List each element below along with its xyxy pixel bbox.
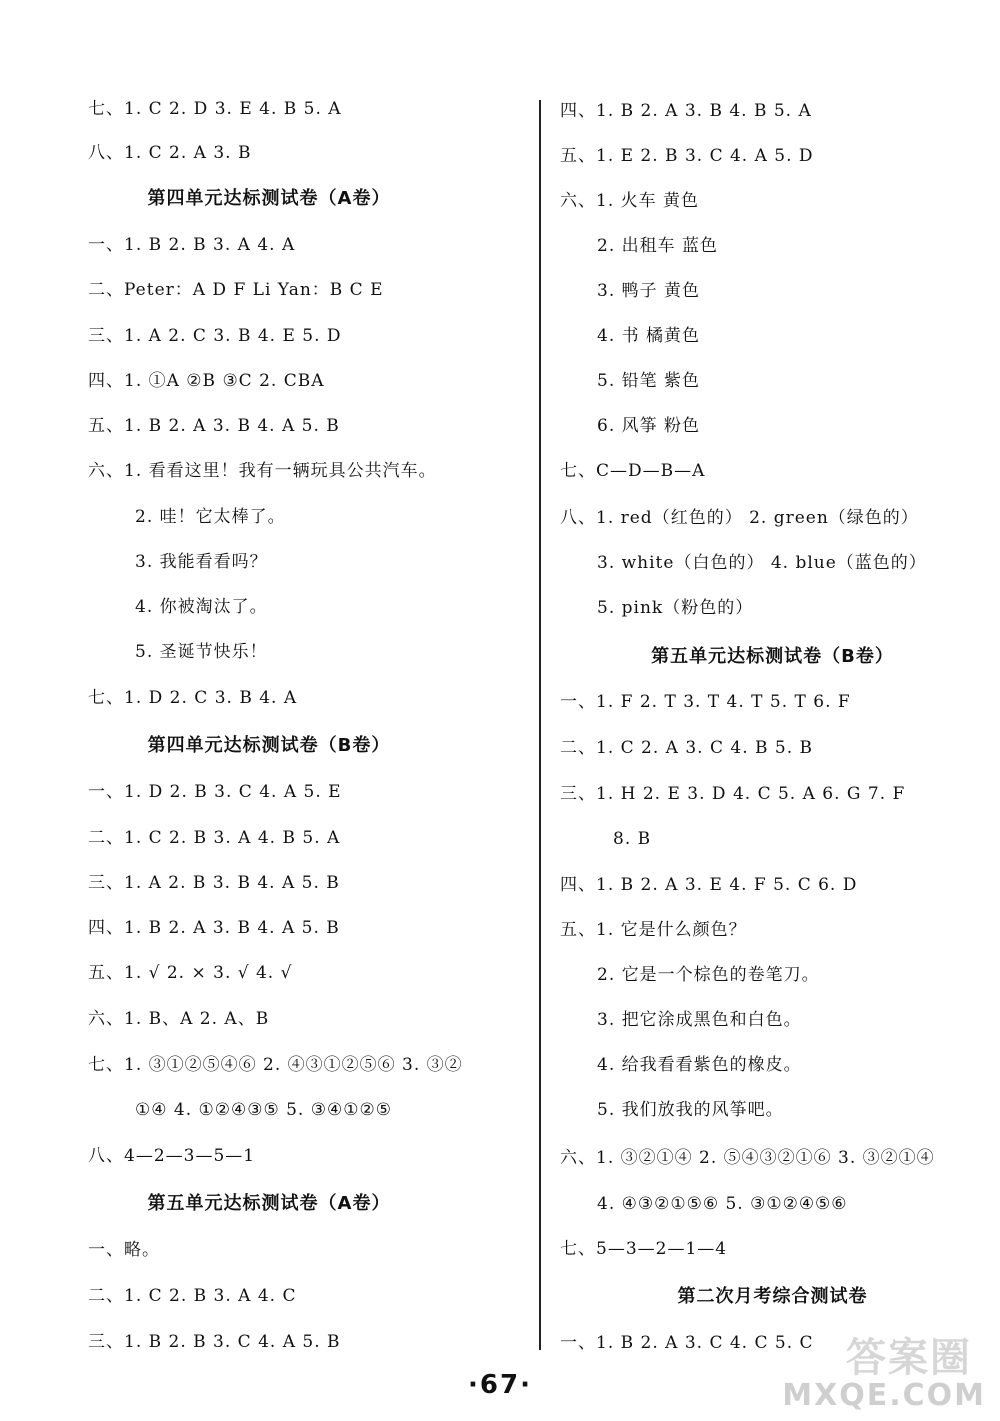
answer-line: 七、5—3—2—1—4 bbox=[560, 1239, 728, 1259]
answer-line: 六、1. B、A 2. A、B bbox=[88, 1009, 270, 1029]
answer-line: 八、1. C 2. A 3. B bbox=[88, 143, 252, 163]
answer-line: 一、1. B 2. B 3. A 4. A bbox=[88, 235, 296, 255]
answer-line: 4. 书 橘黄色 bbox=[597, 326, 701, 346]
answer-line: 5. 铅笔 紫色 bbox=[597, 371, 701, 391]
answer-line: 八、4—2—3—5—1 bbox=[88, 1146, 256, 1166]
section-heading: 第四单元达标测试卷（A卷） bbox=[147, 188, 391, 209]
answer-line: 五、1. E 2. B 3. C 4. A 5. D bbox=[560, 146, 814, 166]
column-divider bbox=[539, 100, 541, 1350]
answer-line: 三、1. A 2. C 3. B 4. E 5. D bbox=[88, 326, 342, 346]
answer-line: 2. 出租车 蓝色 bbox=[597, 236, 719, 256]
answer-line: 2. 它是一个棕色的卷笔刀。 bbox=[597, 965, 820, 985]
answer-line: 3. 把它涂成黑色和白色。 bbox=[597, 1010, 802, 1030]
answer-line: 一、1. B 2. A 3. C 4. C 5. C bbox=[560, 1333, 814, 1353]
answer-line: 二、1. C 2. B 3. A 4. C bbox=[88, 1286, 297, 1306]
answer-line: 五、1. 它是什么颜色？ bbox=[560, 920, 747, 940]
answer-line: 三、1. A 2. B 3. B 4. A 5. B bbox=[88, 873, 340, 893]
answer-line: 七、1. D 2. C 3. B 4. A bbox=[88, 688, 298, 708]
answer-line: 二、Peter：A D F Li Yan：B C E bbox=[88, 280, 384, 300]
answer-line: 2. 哇！它太棒了。 bbox=[135, 507, 286, 527]
answer-line: 3. white（白色的） 4. blue（蓝色的） bbox=[597, 553, 927, 573]
section-heading: 第五单元达标测试卷（A卷） bbox=[147, 1193, 391, 1214]
answer-line: 二、1. C 2. B 3. A 4. B 5. A bbox=[88, 828, 341, 848]
page-number: ·67· bbox=[468, 1370, 532, 1400]
answer-line: 六、1. 看看这里！我有一辆玩具公共汽车。 bbox=[88, 461, 437, 481]
answer-line: 五、1. B 2. A 3. B 4. A 5. B bbox=[88, 416, 340, 436]
answer-line: 四、1. B 2. A 3. E 4. F 5. C 6. D bbox=[560, 875, 858, 895]
answer-line: 4. ④③②①⑤⑥ 5. ③①②④⑤⑥ bbox=[597, 1194, 848, 1214]
answer-line: 4. 你被淘汰了。 bbox=[135, 597, 268, 617]
answer-line: 七、C—D—B—A bbox=[560, 461, 706, 481]
answer-line: 七、1. ③①②⑤④⑥ 2. ④③①②⑤⑥ 3. ③② bbox=[88, 1055, 463, 1075]
answer-line: 三、1. B 2. B 3. C 4. A 5. B bbox=[88, 1332, 341, 1352]
answer-line: ①④ 4. ①②④③⑤ 5. ③④①②⑤ bbox=[135, 1100, 392, 1120]
section-heading: 第二次月考综合测试卷 bbox=[677, 1286, 868, 1307]
answer-line: 5. 圣诞节快乐！ bbox=[135, 642, 268, 662]
watermark-logo: 答案圈 bbox=[846, 1335, 972, 1381]
answer-line: 8. B bbox=[613, 829, 652, 849]
answer-line: 6. 风筝 粉色 bbox=[597, 416, 701, 436]
answer-line: 八、1. red（红色的） 2. green（绿色的） bbox=[560, 508, 919, 528]
answer-line: 3. 鸭子 黄色 bbox=[597, 281, 701, 301]
answer-line: 四、1. B 2. A 3. B 4. A 5. B bbox=[88, 918, 340, 938]
answer-line: 五、1. √ 2. × 3. √ 4. √ bbox=[88, 963, 293, 983]
answer-line: 六、1. 火车 黄色 bbox=[560, 191, 700, 211]
answer-line: 六、1. ③②①④ 2. ⑤④③②①⑥ 3. ③②①④ bbox=[560, 1148, 935, 1168]
watermark-site: MXQE.COM bbox=[782, 1378, 986, 1413]
watermark bbox=[782, 1324, 986, 1419]
answer-line: 四、1. ①A ②B ③C 2. CBA bbox=[88, 371, 325, 391]
answer-line: 一、略。 bbox=[88, 1240, 160, 1260]
answer-line: 一、1. F 2. T 3. T 4. T 5. T 6. F bbox=[560, 692, 851, 712]
answer-line: 3. 我能看看吗？ bbox=[135, 552, 268, 572]
section-heading: 第四单元达标测试卷（B卷） bbox=[147, 735, 391, 756]
answer-line: 七、1. C 2. D 3. E 4. B 5. A bbox=[88, 99, 342, 119]
answer-line: 4. 给我看看紫色的橡皮。 bbox=[597, 1055, 802, 1075]
section-heading: 第五单元达标测试卷（B卷） bbox=[651, 646, 894, 667]
answer-line: 一、1. D 2. B 3. C 4. A 5. E bbox=[88, 782, 342, 802]
answer-line: 四、1. B 2. A 3. B 4. B 5. A bbox=[560, 101, 812, 121]
answer-line: 三、1. H 2. E 3. D 4. C 5. A 6. G 7. F bbox=[560, 784, 906, 804]
answer-line: 二、1. C 2. A 3. C 4. B 5. B bbox=[560, 738, 814, 758]
answer-line: 5. 我们放我的风筝吧。 bbox=[597, 1100, 784, 1120]
answer-line: 5. pink（粉色的） bbox=[597, 598, 754, 618]
